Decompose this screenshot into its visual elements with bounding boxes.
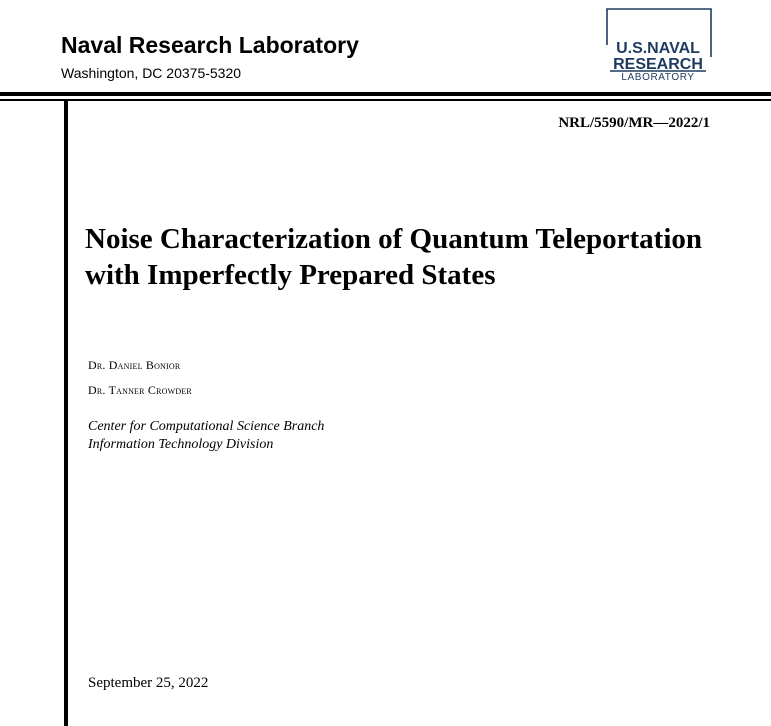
logo-line-1: U.S.NAVAL [616, 40, 700, 57]
organization-name: Naval Research Laboratory [61, 32, 359, 58]
author-2: Dr. Tanner Crowder [88, 383, 192, 397]
author-1: Dr. Daniel Bonior [88, 358, 181, 372]
report-date: September 25, 2022 [88, 675, 209, 691]
nrl-logo [606, 8, 712, 81]
affiliation-branch: Center for Computational Science Branch [88, 419, 325, 434]
organization-address: Washington, DC 20375-5320 [61, 65, 242, 81]
logo-line-2: RESEARCH [613, 56, 703, 73]
report-number: NRL/5590/MR—2022/1 [558, 115, 710, 131]
affiliation-division: Information Technology Division [88, 437, 274, 452]
left-margin-rule [64, 99, 68, 726]
report-title: Noise Characterization of Quantum Teleportation with Imperfectly Prepared States [85, 223, 703, 291]
nrl-logo-graphic [606, 8, 712, 81]
header-rule-thin [0, 99, 771, 101]
header-rule-thick [0, 92, 771, 96]
logo-line-3: LABORATORY [621, 72, 695, 81]
